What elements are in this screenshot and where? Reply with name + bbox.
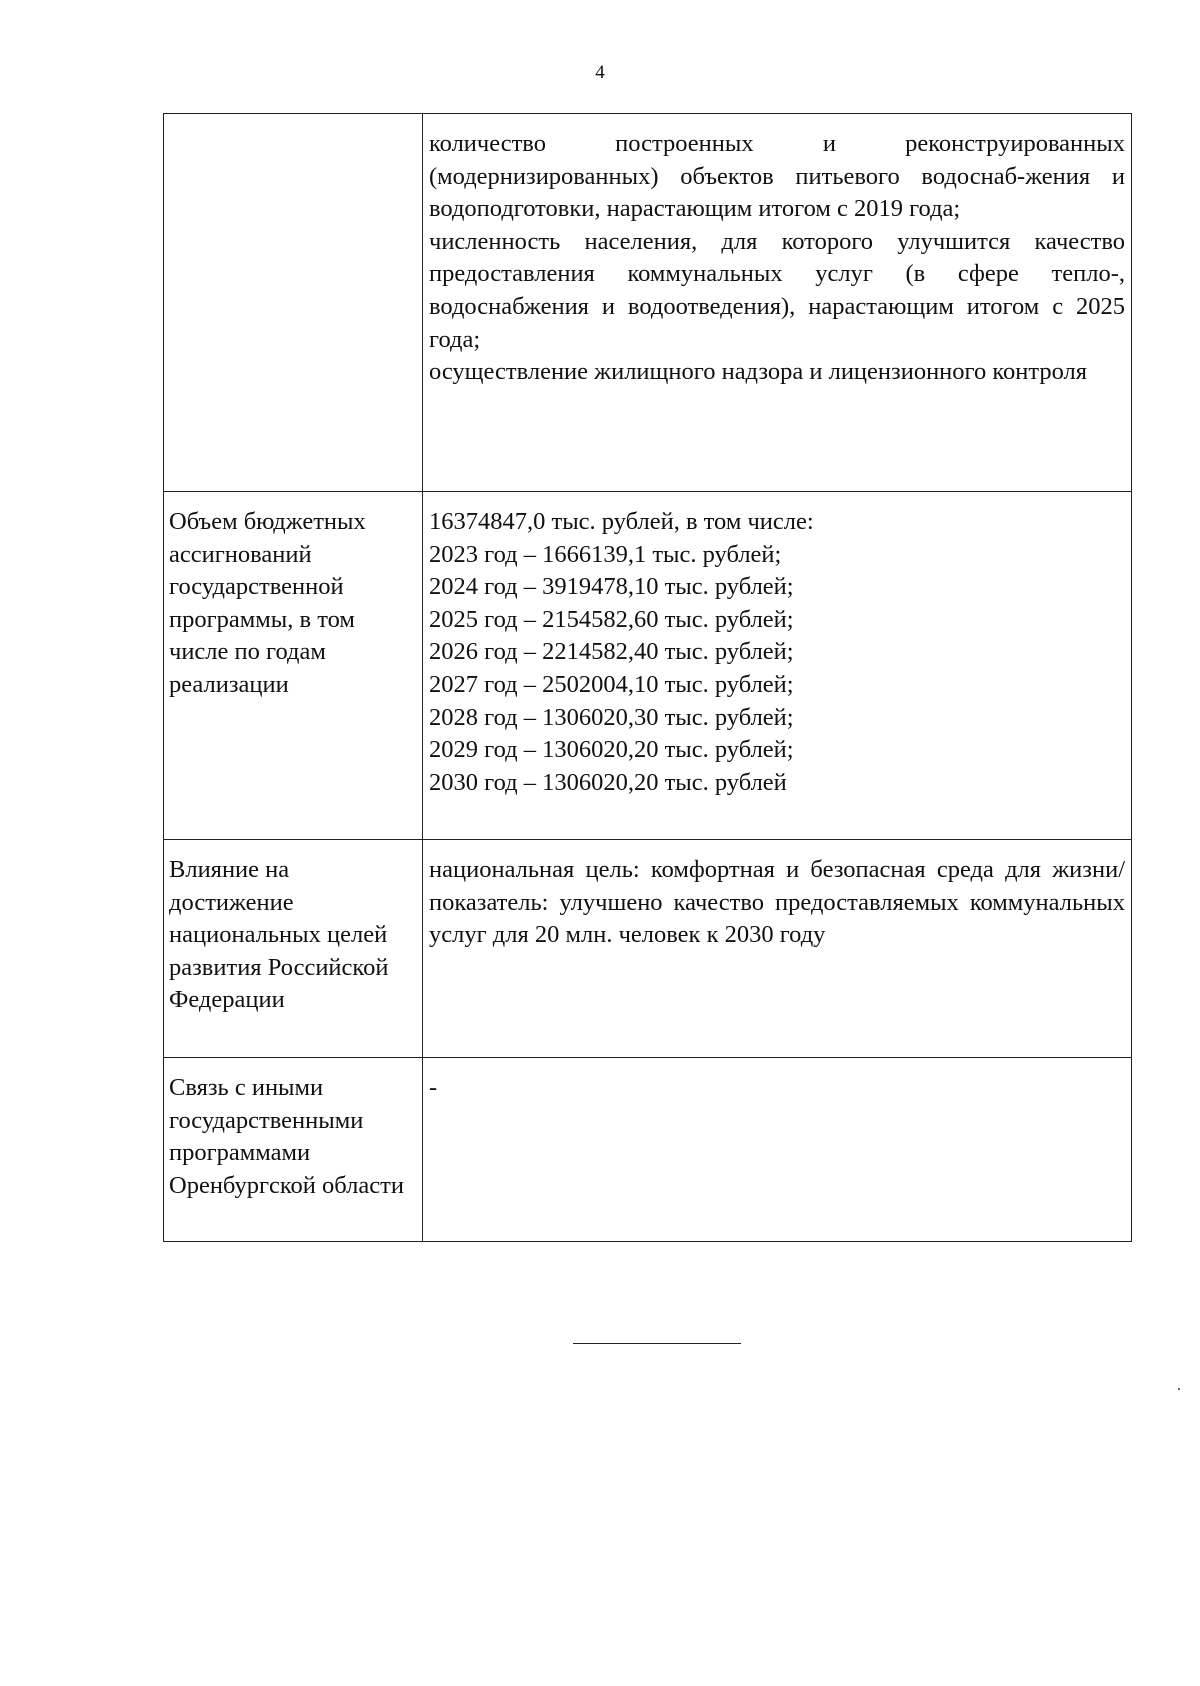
page-number: 4: [595, 62, 605, 83]
budget-year-line: 2024 год – 3919478,10 тыс. рублей;: [429, 573, 794, 601]
row-label-cell: [164, 114, 423, 492]
row-label: Влияние на достижение национальных целей развития Российской Федерации: [169, 856, 389, 1014]
budget-year-line: 2028 год – 1306020,30 тыс. рублей;: [429, 703, 794, 731]
table-row: [164, 492, 1132, 840]
budget-year-line: 2029 год – 1306020,20 тыс. рублей;: [429, 736, 794, 764]
indicator-item: осуществление жилищного надзора и лицензионного контроля: [429, 358, 1088, 386]
row-label: Связь с иными государственными программами Оренбургской области: [169, 1074, 404, 1199]
row-label-cell: [164, 492, 423, 840]
budget-year-line: 2023 год – 1666139,1 тыс. рублей;: [429, 540, 782, 568]
indicator-item: количество построенных и реконструированных (модернизированных) объектов питьевого водоснаб-жения и водоподготовки, нарастающим итогом с 2019 года;: [429, 130, 1125, 223]
row-label: Объем бюджетных ассигнований государственной программы, в том числе по годам реализации: [169, 508, 366, 698]
row-content-cell: [423, 492, 1132, 840]
table-row: [164, 114, 1132, 492]
scan-speck: [1178, 1388, 1180, 1390]
closing-rule: [573, 1343, 741, 1344]
table-row: [164, 1058, 1132, 1242]
budget-year-line: 2027 год – 2502004,10 тыс. рублей;: [429, 670, 794, 698]
row-label-cell: [164, 1058, 423, 1242]
indicator-item: численность населения, для которого улучшится качество предоставления коммунальных услуг (в сфере тепло-, водоснабжения и водоотведения), нарастающим итогом с 2025 года;: [429, 227, 1125, 353]
national-goal-text: национальная цель: комфортная и безопасная среда для жизни/показатель: улучшено качество предоставляемых коммунальных услуг для 20 млн. человек к 2030 году: [429, 856, 1125, 949]
budget-year-line: 2025 год – 2154582,60 тыс. рублей;: [429, 605, 794, 633]
budget-year-line: 2030 год – 1306020,20 тыс. рублей: [429, 768, 787, 796]
budget-year-line: 2026 год – 2214582,40 тыс. рублей;: [429, 638, 794, 666]
row-content-cell: [423, 114, 1132, 492]
row-content-cell: [423, 1058, 1132, 1242]
row-content-cell: [423, 840, 1132, 1058]
row-label-cell: [164, 840, 423, 1058]
budget-total: 16374847,0 тыс. рублей, в том числе:: [429, 508, 814, 535]
table-row: [164, 840, 1132, 1058]
related-programs-text: -: [429, 1074, 438, 1101]
program-passport-table: [163, 113, 1132, 1242]
